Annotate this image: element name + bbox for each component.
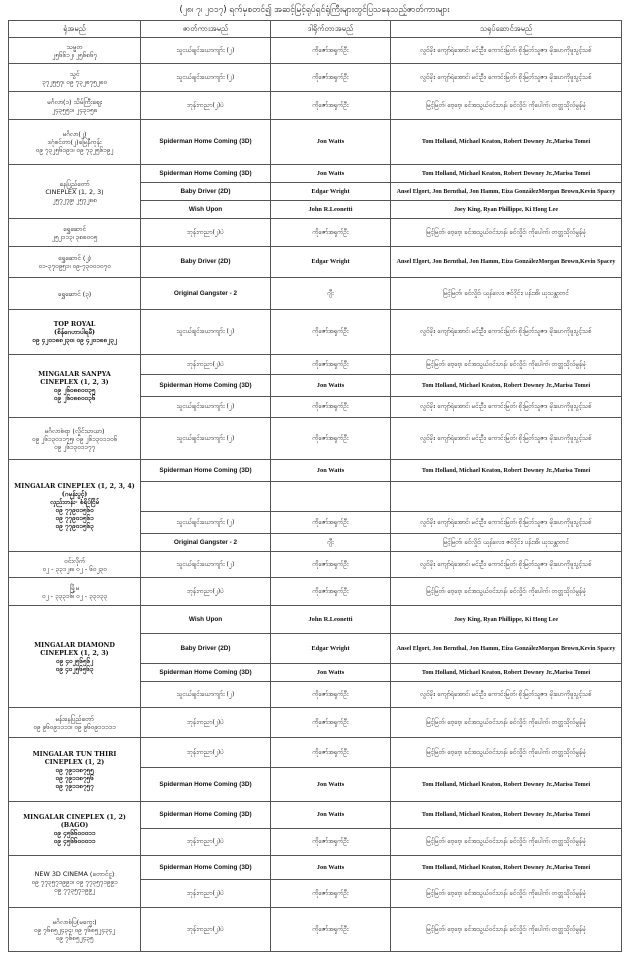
cast-cell [391,375,622,397]
cast-line: လွင်မိုး၊ ကျော်ရဲအောင်၊ မင်းဦး၊ ကောင်းမြတ်၊ စိုးမြတ်သူဇာ၊ မိုးဟေကို [420,328,571,335]
table-row [9,355,622,375]
cinema-name-line: ၂၅၆၆၁၂၊ ၂၅၆၈၆၇ [52,50,97,59]
cast-line: Tom Holland, Michael Keaton, Robert Downey Jr.,Marisa Tomei [421,669,591,676]
cast-line: Ansel Elgort, Jon Bernthal, Jon Hamm, Eiza González [396,188,539,195]
table-row [9,738,622,768]
director-line: အရှက်ဦး [328,690,349,698]
header-director: ဒါရိုက်တာအမည် [271,21,391,38]
director-cell [271,460,391,482]
film-title: Spiderman Home Coming (3D) [141,375,271,397]
cinema-name-line: ၀၉ ၂၆၁၃၀၁၁၇၇ [53,442,96,451]
cast-line: Tom Holland, Michael Keaton, Robert Downey Jr.,Marisa Tomei [421,781,591,788]
cast-cell [391,247,622,278]
director-line: John R.Leonetti [308,205,353,213]
cast-line: မြင့်မြတ်၊ ဗေ့ဗေ့၊ ခင်အသွယ်ဝင်းဟန်၊ ခင်လှိုင်၊ ကိုပေါက်၊ တတ္တသိုလ်မွန်မုံ [426,587,586,595]
cinema-cell [9,64,141,92]
director-line: အရှက်ဦး [328,560,349,568]
cast-cell [391,38,622,64]
cinema-cell [9,120,141,165]
director-line: ကိုဇော် [312,690,329,698]
cast-line: မြင့်မြတ်၊ ဗေ့ဗေ့၊ ခင်အသွယ်ဝင်းဟန်၊ ခင်လှိုင်၊ ကိုပေါက်၊ တတ္တသိုလ်မွန်မုံ [426,360,586,368]
director-line: ကိုဇော် [312,518,329,526]
cinema-name-line: (စိန်ဂေဟာပါရမီ) [53,328,96,336]
director-line: ကိုဇော် [312,46,329,54]
cast-line: ဖူးပွင့်သစ် [570,560,592,568]
table-row [9,310,622,355]
cinema-name-line: မင်္ဂလာစံပြ(မကွေး) [52,917,97,926]
director-line: ကိုဇော် [312,73,329,81]
cinema-cell [9,738,141,802]
film-title: Baby Driver (2D) [141,634,271,664]
cast-cell [391,829,622,856]
director-cell [271,120,391,165]
director-cell [271,219,391,247]
cast-line: ဖူးပွင့်သစ် [570,403,592,410]
director-cell [271,802,391,829]
cinema-name-line: ၃၇၂၅၅၇၊ ၀၉ ၇၃၂၈၇၅၂၈၀ [42,77,107,86]
cinema-name-line: ရွှေဆောင် [63,224,86,233]
director-line: Jon Watts [316,780,345,788]
cast-line: Morgan Brown,Kevin Spacey [538,645,616,652]
director-line: ကိုဇော် [312,360,329,368]
film-title: ဘုန်းကညာ(၂)ပဲ [141,908,271,952]
cast-cell [391,310,622,355]
director-cell [271,375,391,397]
film-title: သူငယ်ချင်းယောကျာ်း (၂) [141,682,271,708]
director-cell [271,38,391,64]
cinema-name-line: ၀၉ ၇၉၁၁၈၇၅၇ [55,781,94,790]
cinema-name-line: ၀၂ - ၃၃၃၁၆၊ ၀၂ - ၃၃၁၃၃ [41,591,108,600]
director-cell [271,278,391,310]
cast-cell [391,768,622,802]
film-title: Spiderman Home Coming (3D) [141,165,271,183]
director-cell [271,183,391,201]
cast-line: မြင့်မြတ်၊ ဗေ့ဗေ့၊ ခင်အသွယ်ဝင်းဟန်၊ ခင်လှိုင်၊ ကိုပေါက်၊ တတ္တသိုလ်မွန်မုံ [426,228,586,236]
cinema-name-line: ၀၉ ၇၃၂၅၆၁၉၁၊ ၀၉ ၇၃၂၅၆၁၉၂ [35,146,114,154]
cast-line: မြင့်မြတ်၊ ဗေ့ဗေ့၊ ခင်အသွယ်ဝင်းဟန်၊ ခင်လှိုင်၊ ကိုပေါက်၊ တတ္တသိုလ်မွန်မုံ [426,101,586,109]
cast-cell [391,278,622,310]
director-line: အရှက်ဦး [328,360,349,368]
cast-line: လွင်မိုး၊ ကျော်ရဲအောင်၊ မင်းဦး၊ ကောင်းမြတ်၊ စိုးမြတ်သူဇာ၊ မိုးဟေကို [420,560,571,568]
director-line: အရှက်ဦး [328,889,349,897]
cinema-name-line: ရွှေဆောင် (၃) [57,289,92,298]
table-row [9,92,622,120]
director-line: အရှက်ဦး [328,518,349,526]
cinema-name-line: ၀၁-၃၇၀၉၅၁၊ ၀၉-၇၃၀၀၁၀၇၀ [38,262,111,270]
director-cell [271,682,391,708]
director-line: Jon Watts [316,466,345,474]
table-row [9,278,622,310]
cinema-name-line: (ဂမုန်းပွင့်) [61,489,88,498]
film-title: Original Gangster - 2 [141,278,271,310]
cinema-name-line: ၀၉ ၄၂၀၁၈၈၂၃၀၊ ၀၉ ၄၂၀၁၈၈၂၃၂ [32,336,117,344]
cast-cell [391,397,622,418]
director-cell [271,908,391,952]
cinema-cell [9,247,141,278]
cast-cell [391,634,622,664]
film-title: Baby Driver (2D) [141,183,271,201]
cast-line: Tom Holland, Michael Keaton, Robert Downey Jr.,Marisa Tomei [421,382,591,389]
director-cell [271,64,391,92]
director-cell [271,664,391,682]
cast-cell [391,578,622,606]
director-line: အရှက်ဦး [328,925,349,933]
director-line: အရှက်ဦး [328,328,349,335]
cinema-name-line: CINEPLEX (1, 2) [44,757,105,766]
cinema-name-line: MINGALAR CINEPLEX (1, 2) [23,812,126,821]
cast-line: မြင့်မြတ်၊ ဗေ့ဗေ့၊ ခင်အသွယ်ဝင်းဟန်၊ ခင်လှိုင်၊ ကိုပေါက်၊ တတ္တသိုလ်မွန်မုံ [426,889,586,897]
cinema-name-line: သမ္မတ [66,42,83,51]
film-title: ဘုန်းကညာ(၂)ပဲ [141,880,271,908]
cast-cell [391,856,622,880]
film-title: Baby Driver (2D) [141,247,271,278]
cinema-cell [9,460,141,552]
director-line: အရှက်ဦး [328,838,349,845]
cinema-name-line: ၂၅၇၂၇၉၊ ၂၅၇၂၈၈ [52,195,97,204]
cinema-name-line: ၀၉ ၉၆၀၉၁၁၁၁၊ ၀၉ ၉၆၀၉၁၁၁၁၁ [33,722,116,731]
table-row [9,165,622,183]
director-cell [271,768,391,802]
director-cell [271,418,391,460]
table-row [9,708,622,738]
film-title: Spiderman Home Coming (3D) [141,856,271,880]
director-line: အရှက်ဦး [328,101,349,109]
cast-line: Ansel Elgort, Jon Bernthal, Jon Hamm, Eiza González [396,645,539,652]
director-line: အရှက်ဦး [328,46,349,54]
cinema-cell [9,38,141,64]
director-cell [271,634,391,664]
cast-cell [391,552,622,578]
cinema-name-line: ၀၉ ၇၇၉၀၁၅၆၃ [55,521,94,530]
cinema-name-line: ရွှေဆောင် (၂) [58,254,91,262]
cast-line: မြင့်မြတ်၊ ဗေ့ဗေ့၊ ခင်အသွယ်ဝင်းဟန်၊ ခင်လှိုင်၊ ကိုပေါက်၊ တတ္တသိုလ်မွန်မုံ [426,925,586,933]
film-title: ဘုန်းကညာ(၂)ပဲ [141,738,271,768]
director-line: Jon Watts [316,668,345,676]
table-row [9,606,622,634]
cast-line: Joey King, Ryan Phillippe, Ki Hong Lee [453,206,559,213]
cast-line: Tom Holland, Michael Keaton, Robert Downey Jr.,Marisa Tomei [421,467,591,474]
cast-line: မြင့်မြတ်၊ ဗေ့ဗေ့၊ ခင်အသွယ်ဝင်းဟန်၊ ခင်လှိုင်၊ ကိုပေါက်၊ တတ္တသိုလ်မွန်မုံ [426,748,586,756]
director-cell [271,201,391,219]
cast-cell [391,708,622,738]
cinema-cell [9,802,141,856]
director-cell [271,165,391,183]
director-line: ကိုဇော် [312,434,329,442]
film-title: Spiderman Home Coming (3D) [141,120,271,165]
director-cell [271,482,391,512]
cast-line: ဖူးပွင့်သစ် [570,328,592,335]
table-row [9,64,622,92]
cast-line: လွင်မိုး၊ ကျော်ရဲအောင်၊ မင်းဦး၊ ကောင်းမြတ်၊ စိုးမြတ်သူဇာ၊ မိုးဟေကို [420,46,571,54]
table-row [9,908,622,952]
director-line: ကိုဇော် [312,748,329,756]
table-row [9,856,622,880]
cinema-name-line: NEW 3D CINEMA (တောင်ငူ) [34,869,115,878]
cinema-cell [9,165,141,219]
cinema-name-line: MINGALAR SANPYA [38,370,111,378]
cinema-name-line: လှည်းတန်း- စံရိပ်ငြိမ် [49,497,99,506]
director-cell [271,92,391,120]
cinema-name-line: မန်းနေပြည်တော် [55,714,94,723]
cast-line: မြင့်မြတ်၊ ခင်လှိုင်၊ ယုန်လေး၊ ဇင်ဝိုင်း၊ ပန်းအိ၊ ယုသန္တာတင် [442,289,570,297]
cast-cell [391,120,622,165]
director-line: အရှက်ဦး [328,718,349,726]
schedule-table [8,20,622,952]
cast-line: လွင်မိုး၊ ကျော်ရဲအောင်၊ မင်းဦး၊ ကောင်းမြတ်၊ စိုးမြတ်သူဇာ၊ မိုးဟေကို [420,434,571,442]
table-row [9,219,622,247]
cast-cell [391,738,622,768]
cinema-name-line: ၀၉ ၄၅၆၆၀၀၀၁၁ [53,828,96,837]
cast-cell [391,664,622,682]
table-row [9,247,622,278]
film-title: သူငယ်ချင်းယောကျာ်း (၂) [141,38,271,64]
director-line: ဂျီး [327,538,334,546]
cinema-name-line: MINGALAR CINEPLEX (1, 2, 3, 4) [14,481,135,490]
director-line: ကိုဇော် [312,889,329,897]
cast-line: ဖူးပွင့်သစ် [570,434,592,442]
cinema-name-line: ၀၉ ၄၅၆၆၀၀၀၁၁ [53,836,96,845]
cast-cell [391,482,622,512]
director-cell [271,578,391,606]
cast-line: မြင့်မြတ်၊ ဗေ့ဗေ့၊ ခင်အသွယ်ဝင်းဟန်၊ ခင်လှိုင်၊ ကိုပေါက်၊ တတ္တသိုလ်မွန်မုံ [426,718,586,726]
cast-line: ဖူးပွင့်သစ် [570,73,592,81]
director-cell [271,829,391,856]
cast-cell [391,183,622,201]
director-line: ကိုဇော် [312,228,329,236]
table-row [9,802,622,829]
director-line: အရှက်ဦး [328,748,349,756]
film-title: Original Gangster - 2 [141,534,271,552]
director-cell [271,738,391,768]
cast-line: မြင့်မြတ်၊ ခင်လှိုင်၊ ယုန်လေး၊ ဇင်ဝိုင်း၊ ပန်းအိ၊ ယုသန္တာတင် [442,538,570,546]
director-cell [271,355,391,375]
cast-cell [391,64,622,92]
director-line: John R.Leonetti [308,615,353,623]
director-line: ကိုဇော် [312,560,329,568]
cinema-name-line: CINEPLEX (1, 2, 3) [40,378,109,386]
director-cell [271,606,391,634]
director-line: ကိုဇော် [312,587,329,595]
table-row [9,578,622,606]
cinema-name-line: ၀၉ ၂၆၀၈၈၀၀၃၆ [53,394,96,402]
header-cinema: ရုံအမည် [9,21,141,38]
cinema-name-line: ၀၉ ၄၀၂၅၆၅၆၂ [55,656,94,665]
cinema-name-line: MINGALAR DIAMOND [34,640,115,649]
cinema-cell [9,552,141,578]
director-cell [271,310,391,355]
film-title: သူငယ်ချင်းယောကျာ်း (၂) [141,310,271,355]
director-line: ကိုဇော် [312,718,329,726]
cast-cell [391,880,622,908]
cast-cell [391,355,622,375]
cinema-name-line: ၀၂ - ၃၃၁၂၈၊ ၀၂ - ၆၀၂၃၀ [42,564,107,573]
cinema-name-line: ၀၉ ၇၇၉၀၁၅၆၀ [55,505,94,514]
cast-cell [391,219,622,247]
director-line: Jon Watts [316,138,345,145]
cinema-name-line: ၀၉ ၇၇၃၅၇၁၉၉၂ [53,885,96,894]
cast-cell [391,201,622,219]
cinema-name-line: MINGALAR TUN THIRI [32,749,117,758]
director-line: ဂျီး [327,289,334,297]
film-title: သူငယ်ချင်းယောကျာ်း (၂) [141,64,271,92]
table-row [9,120,622,165]
film-title: Wish Upon [141,606,271,634]
cinema-name-line: CINEPLEX (1, 2, 3) [40,648,109,657]
cast-cell [391,165,622,183]
cast-line: Morgan Brown,Kevin Spacey [538,259,616,265]
cast-cell [391,534,622,552]
cast-line: Joey King, Ryan Phillippe, Ki Hong Lee [453,616,559,623]
cinema-cell [9,278,141,310]
cinema-name-line: သွင် [69,69,80,78]
director-line: အရှက်ဦး [328,73,349,81]
film-title [141,482,271,512]
cinema-name-line: ဒဂုံစင်တာ(၂)မြေနီကုန်း [47,138,102,146]
director-line: ကိုဇော် [312,925,329,933]
cinema-cell [9,219,141,247]
cast-line: Tom Holland, Michael Keaton, Robert Downey Jr.,Marisa Tomei [421,139,591,145]
cinema-name-line: ၂၄၃၅၅၁၊ ၂၄၃၁၅၈ [51,105,98,114]
cinema-cell [9,606,141,708]
film-title: ဘုန်းကညာ(၂)ပဲ [141,829,271,856]
cinema-cell [9,856,141,908]
cinema-name-line: ၀၉ ၇၉၁၁၈၇၅၆ [55,773,94,782]
cinema-name-line: မြို့မ [69,583,80,592]
director-line: Jon Watts [316,863,345,871]
cinema-name-line: ဝင်းလိုက် [63,556,85,565]
film-title: ဘုန်းကညာ(၂)ပဲ [141,355,271,375]
cast-cell [391,512,622,534]
director-line: အရှက်ဦး [328,403,349,410]
cast-cell [391,682,622,708]
director-cell [271,512,391,534]
cinema-name-line: TOP ROYAL [53,320,96,328]
film-title: ဘုန်းကညာ(၂)ပဲ [141,708,271,738]
cinema-name-line: ၂၅၂၁၁၃၊ ၃၈၈၀၀၅ [51,232,98,241]
cinema-cell [9,708,141,738]
cast-line: လွင်မိုး၊ ကျော်ရဲအောင်၊ မင်းဦး၊ ကောင်းမြတ်၊ စိုးမြတ်သူဇာ၊ မိုးဟေကို [420,690,571,698]
table-row [9,552,622,578]
cinema-name-line: ၀၉ ၂၆၀၈၈၀၀၃၅ [53,386,96,394]
director-line: Edgar Wright [311,187,350,195]
director-line: Jon Watts [316,169,345,177]
film-title: သူငယ်ချင်းယောကျာ်း (၂) [141,397,271,418]
cast-line: ဖူးပွင့်သစ် [570,46,592,54]
cinema-cell [9,355,141,418]
cast-cell [391,606,622,634]
cinema-name-line: (BAGO) [60,820,89,829]
director-line: အရှက်ဦး [328,434,349,442]
director-cell [271,534,391,552]
film-title: Spiderman Home Coming (3D) [141,460,271,482]
cinema-name-line: ၀၉ ၇၉၁၁၈၇၅၅ [55,765,94,774]
cast-line: Ansel Elgort, Jon Bernthal, Jon Hamm, Eiza González [396,259,539,265]
page-title: (၂၈၊ ၇၊ ၂၀၁၇) ရက်မှစတင်၍ အဆင့်မြင့်ရုပ်ရှင်ရုံကြီးများတွင်ပြသနေသည့်ဇာတ်ကားများ [179,5,450,15]
cinema-name-line: ၀၉ ၇၇၉၀၁၅၆၁ [55,513,94,522]
cinema-name-line: ၀၉ ၄၀၂၅၆၅၆၃ [55,664,94,673]
cinema-cell [9,418,141,460]
film-title: Spiderman Home Coming (3D) [141,664,271,682]
cinema-cell [9,310,141,355]
cast-line: Tom Holland, Michael Keaton, Robert Downey Jr.,Marisa Tomei [421,170,591,177]
header-cast: သရုပ်ဆောင်အမည် [391,21,622,38]
film-title: သူငယ်ချင်းယောကျာ်း (၂) [141,552,271,578]
cast-line: Morgan Brown,Kevin Spacey [538,188,616,195]
director-line: Jon Watts [316,811,345,818]
director-cell [271,880,391,908]
director-line: Jon Watts [316,381,345,389]
cast-cell [391,92,622,120]
cast-line: Tom Holland, Michael Keaton, Robert Downey Jr.,Marisa Tomei [421,812,591,818]
cinema-cell [9,92,141,120]
film-title: သူငယ်ချင်းယောကျာ်း (၂) [141,512,271,534]
cast-line: မြင့်မြတ်၊ ဗေ့ဗေ့၊ ခင်အသွယ်ဝင်းဟန်၊ ခင်လှိုင်၊ ကိုပေါက်၊ တတ္တသိုလ်မွန်မုံ [426,838,586,845]
director-cell [271,397,391,418]
cast-line: ဖူးပွင့်သစ် [570,690,592,698]
cast-cell [391,908,622,952]
director-line: ကိုဇော် [312,328,329,335]
director-cell [271,247,391,278]
cinema-name-line: မင်္ဂလာစံရာ (လှိုင်သာယာ) [44,426,105,435]
director-cell [271,856,391,880]
director-line: ကိုဇော် [312,838,329,845]
cinema-cell [9,578,141,606]
cast-line: Tom Holland, Michael Keaton, Robert Downey Jr.,Marisa Tomei [421,864,591,871]
cast-line: လွင်မိုး၊ ကျော်ရဲအောင်၊ မင်းဦး၊ ကောင်းမြတ်၊ စိုးမြတ်သူဇာ၊ မိုးဟေကို [420,73,571,81]
cast-line: လွင်မိုး၊ ကျော်ရဲအောင်၊ မင်းဦး၊ ကောင်းမြတ်၊ စိုးမြတ်သူဇာ၊ မိုးဟေကို [420,518,571,526]
cast-cell [391,418,622,460]
film-title: ဘုန်းကညာ(၂)ပဲ [141,578,271,606]
film-title: Spiderman Home Coming (3D) [141,802,271,829]
schedule-body [9,38,622,952]
cast-line: လွင်မိုး၊ ကျော်ရဲအောင်၊ မင်းဦး၊ ကောင်းမြတ်၊ စိုးမြတ်သူဇာ၊ မိုးဟေကို [420,403,571,410]
table-row [9,38,622,64]
header-film: ဇာတ်ကားအမည် [141,21,271,38]
director-line: အရှက်ဦး [328,228,349,236]
cinema-name-line: နေပြည်တော် [59,179,90,188]
film-title: Wish Upon [141,201,271,219]
film-title: Spiderman Home Coming (3D) [141,768,271,802]
table-row [9,418,622,460]
cast-line: ဖူးပွင့်သစ် [570,518,592,526]
header-row [9,21,622,38]
cinema-name-line: ၀၉ ၇၆၈၅၂၄၃၅ [55,933,94,942]
director-cell [271,708,391,738]
director-line: Edgar Wright [311,258,350,265]
cinema-cell [9,908,141,952]
table-row [9,460,622,482]
cinema-name-line: ၀၉ ၇၇၃၅၇၁၉၉၁၊ ၀၉ ၇၇၃၅၇၁၉၉၁ [31,877,118,886]
director-cell [271,552,391,578]
cinema-name-line: မင်္ဂလာ(၁) သိမ်ကြီးဈေး [47,97,102,106]
cinema-name-line: CINEPLEX (1, 2, 3) [45,187,104,196]
cinema-name-line: ၀၉ ၂၆၁၃၀၁၁၇၅၊ ၀၉ ၂၆၁၃၀၁၁၀၆ [31,434,118,443]
cast-cell [391,802,622,829]
director-line: အရှက်ဦး [328,587,349,595]
film-title: သူငယ်ချင်းယောကျာ်း (၂) [141,418,271,460]
cast-cell [391,460,622,482]
cinema-name-line: ၀၉ ၇၆၈၅၂၄၃၄၊ ၀၉ ၇၆၈၅၂၄၃၄၂ [33,925,116,934]
film-title: ဘုန်းကညာ(၂)ပဲ [141,219,271,247]
director-line: ကိုဇော် [312,101,329,109]
director-line: Edgar Wright [311,644,350,652]
cinema-name-line: မင်္ဂလာ(၂) [62,130,87,138]
director-line: ကိုဇော် [312,403,329,410]
film-title: ဘုန်းကညာ(၂)ပဲ [141,92,271,120]
